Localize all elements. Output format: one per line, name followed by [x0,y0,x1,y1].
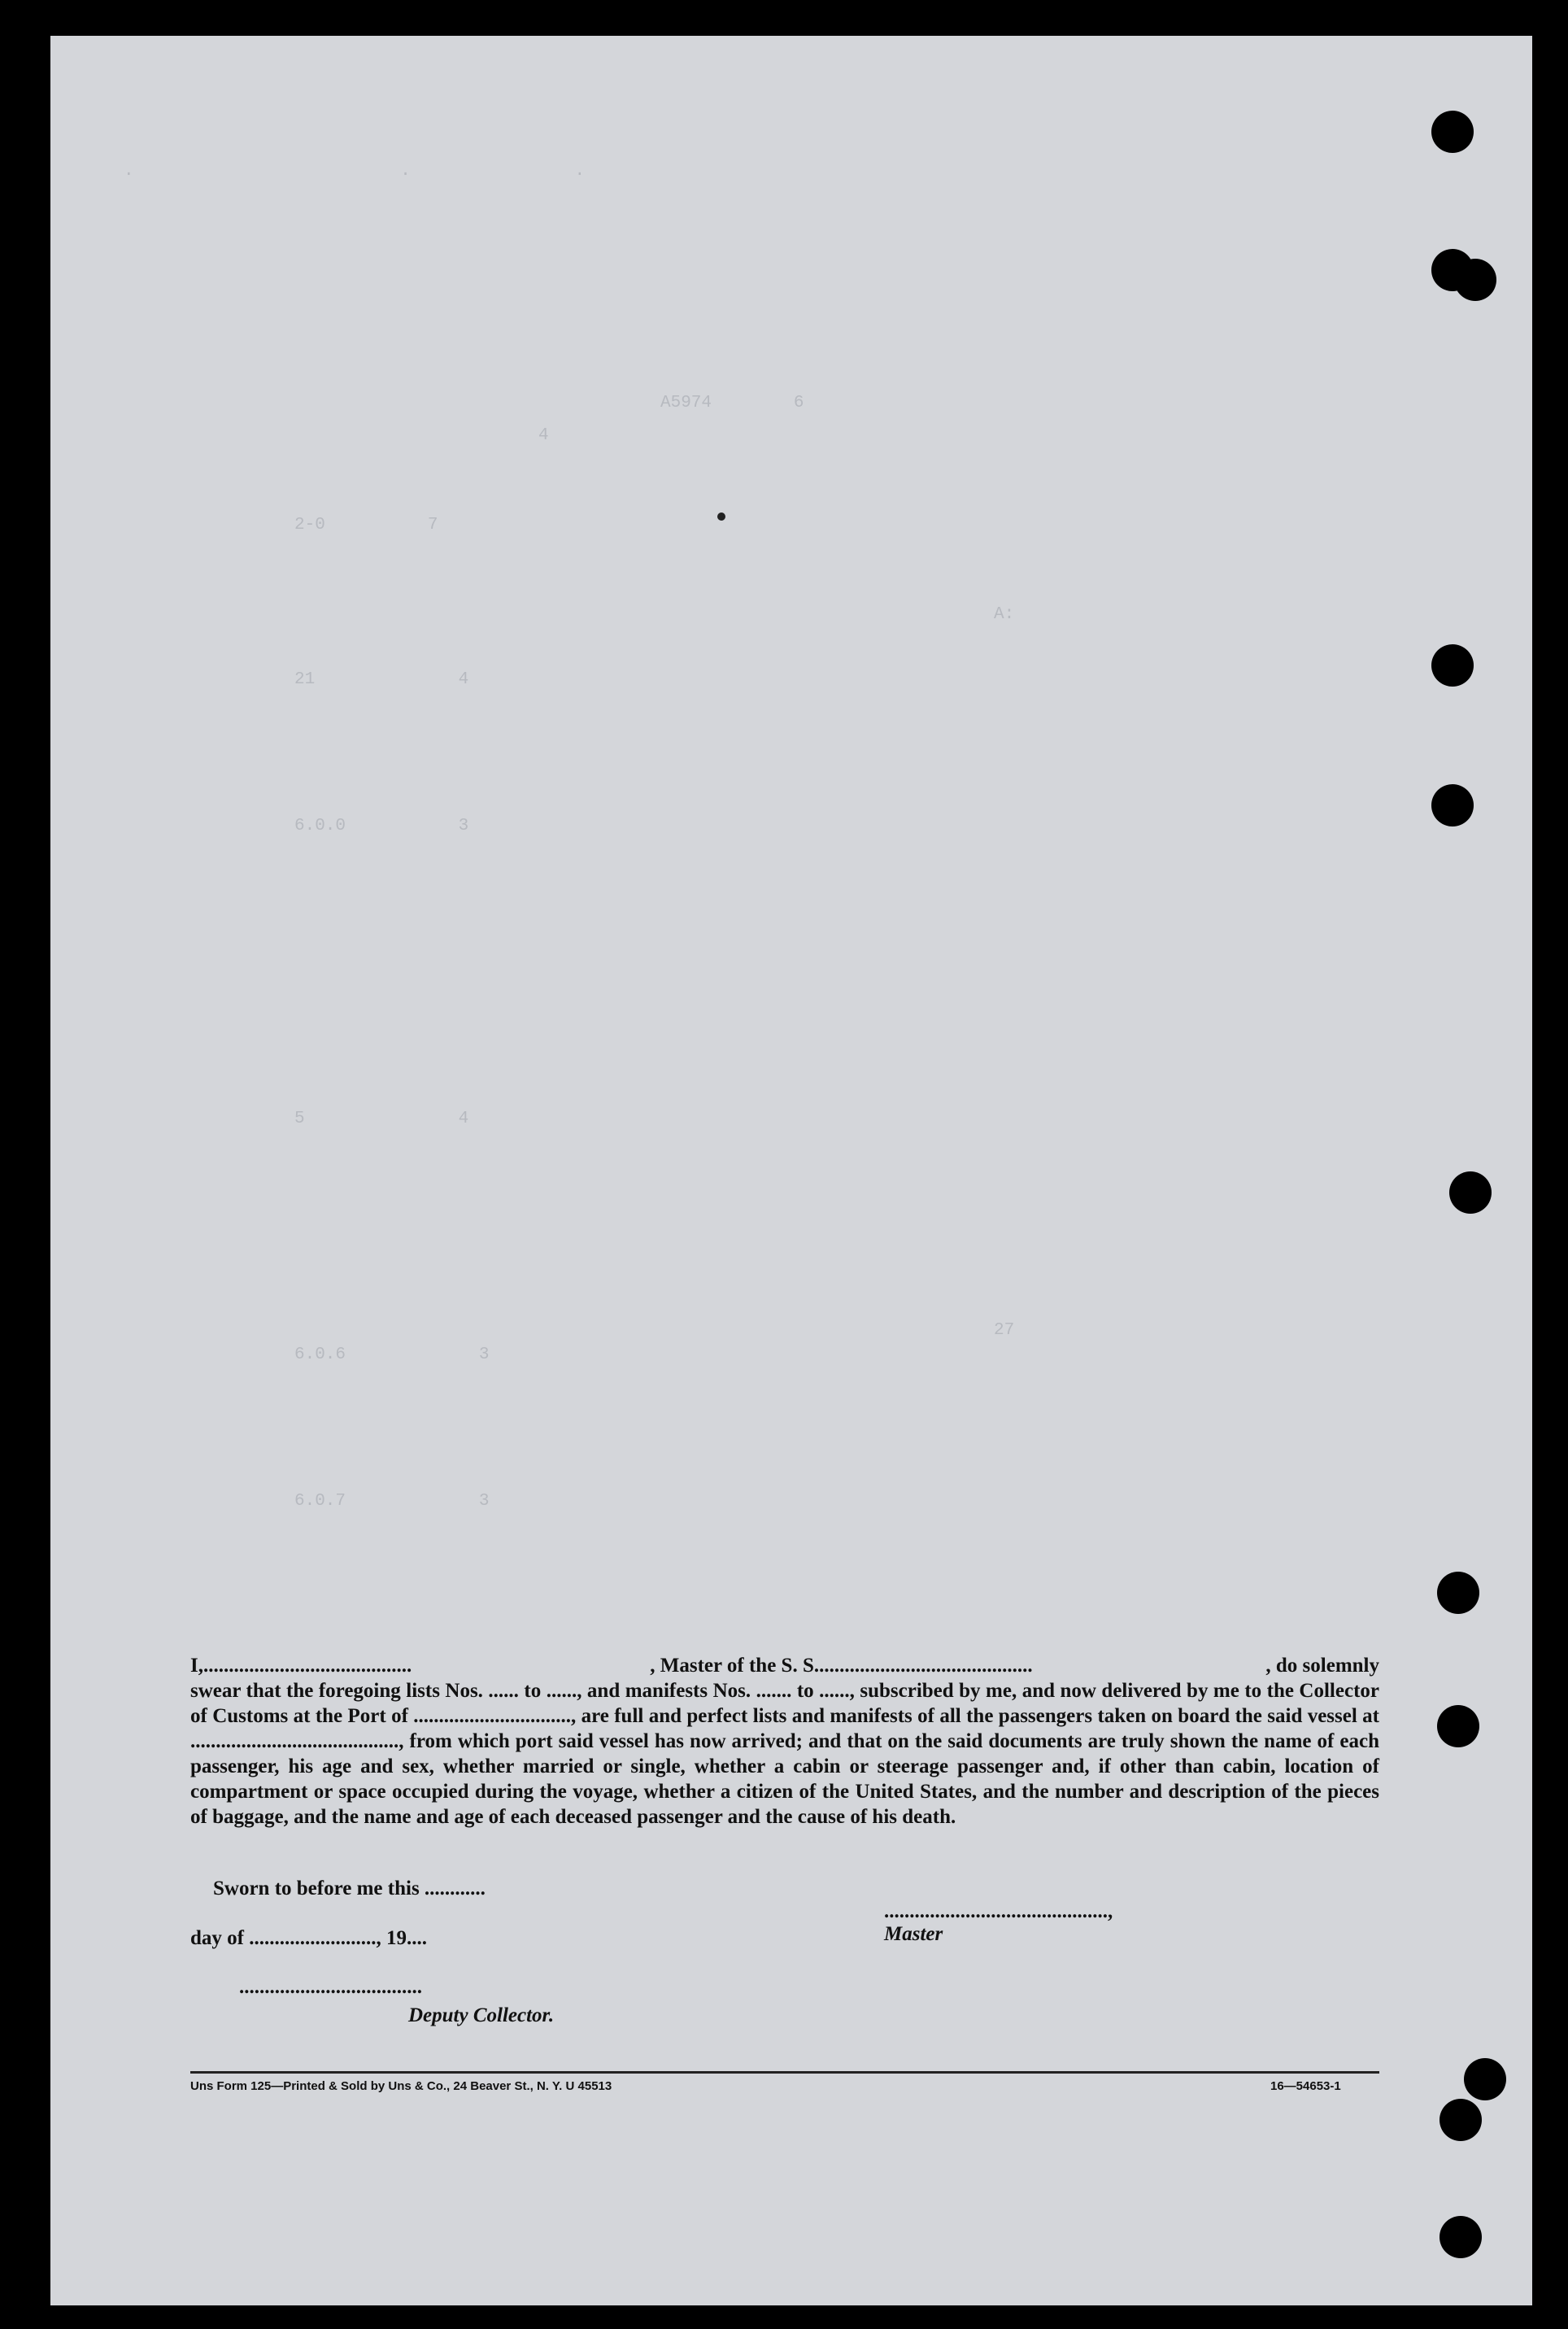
bleed-through-text: A: [994,605,1015,624]
bleed-through-text: 21 4 [294,670,469,689]
deputy-collector-label: Deputy Collector. [408,2004,555,2026]
punch-hole [1440,2099,1482,2141]
bleed-through-text: 6.0.7 3 [294,1492,490,1511]
punch-hole [1431,784,1474,826]
oath-solemnly: , do solemnly [1265,1655,1380,1677]
punch-hole [1454,259,1496,301]
bleed-through-text: 5 4 [294,1110,469,1128]
master-signature-line [864,1878,1113,1969]
collector-dots: .................................... [239,1976,422,1998]
bleed-through-text: 27 [994,1321,1015,1340]
ink-spot [717,512,725,521]
punch-hole [1464,2058,1506,2100]
bleed-through-text: 6.0.0 3 [294,817,469,835]
bleed-through-text: . . . [124,162,586,181]
bleed-through-text: 4 [538,426,549,445]
punch-hole [1431,644,1474,687]
oath-i: I, [190,1655,203,1677]
master-dots: ............................................, [884,1900,1113,1922]
bleed-through-text: 2-0 7 [294,516,438,534]
footer-imprint: Uns Form 125—Printed & Sold by Uns & Co., 24 Beaver St., N. Y. U 45513 [190,2079,612,2093]
master-label: Master [884,1923,943,1945]
oath-paragraph [190,1653,1379,1830]
punch-hole [1449,1171,1492,1214]
oath-body: swear that the foregoing lists Nos. ...... to ......, and manifests Nos. ....... to ......, subscribed by me, and now delivered by me to the Collector of Customs at the Port of ..............................., are full and perfect lists and manifests of all the passengers taken on board the said vessel at ........................................., from which port said vessel has now arrived; and that on the said documents are truly shown the name of each passenger, his age and sex, whether married or single, whether a cabin or steerage passenger and, if other than cabin, location of compartment or space occupied during the voyage, whether a citizen of the United States, and the number and description of the pieces of baggage, and the name and age of each deceased passenger and the cause of his death. [190,1680,1379,1828]
manifest-page [50,36,1532,2305]
bleed-through-text: 6.0.6 3 [294,1345,490,1364]
punch-hole [1431,111,1474,153]
footer-rule [190,2071,1379,2074]
footer-form-number: 16—54653-1 [1270,2079,1341,2093]
bleed-through-text: A5974 6 [660,394,804,412]
day-line: day of ........................., 19.... [190,1927,427,1949]
oath-first-line: I, ......................................... , Master of the S. S. .......................................... , do solemnly [190,1655,1380,1677]
punch-hole [1437,1572,1479,1614]
sworn-line: Sworn to before me this ............ [213,1878,486,1899]
punch-hole [1437,1705,1479,1747]
oath-master-of-ss: , Master of the S. S. [650,1655,820,1677]
punch-hole [1440,2216,1482,2258]
